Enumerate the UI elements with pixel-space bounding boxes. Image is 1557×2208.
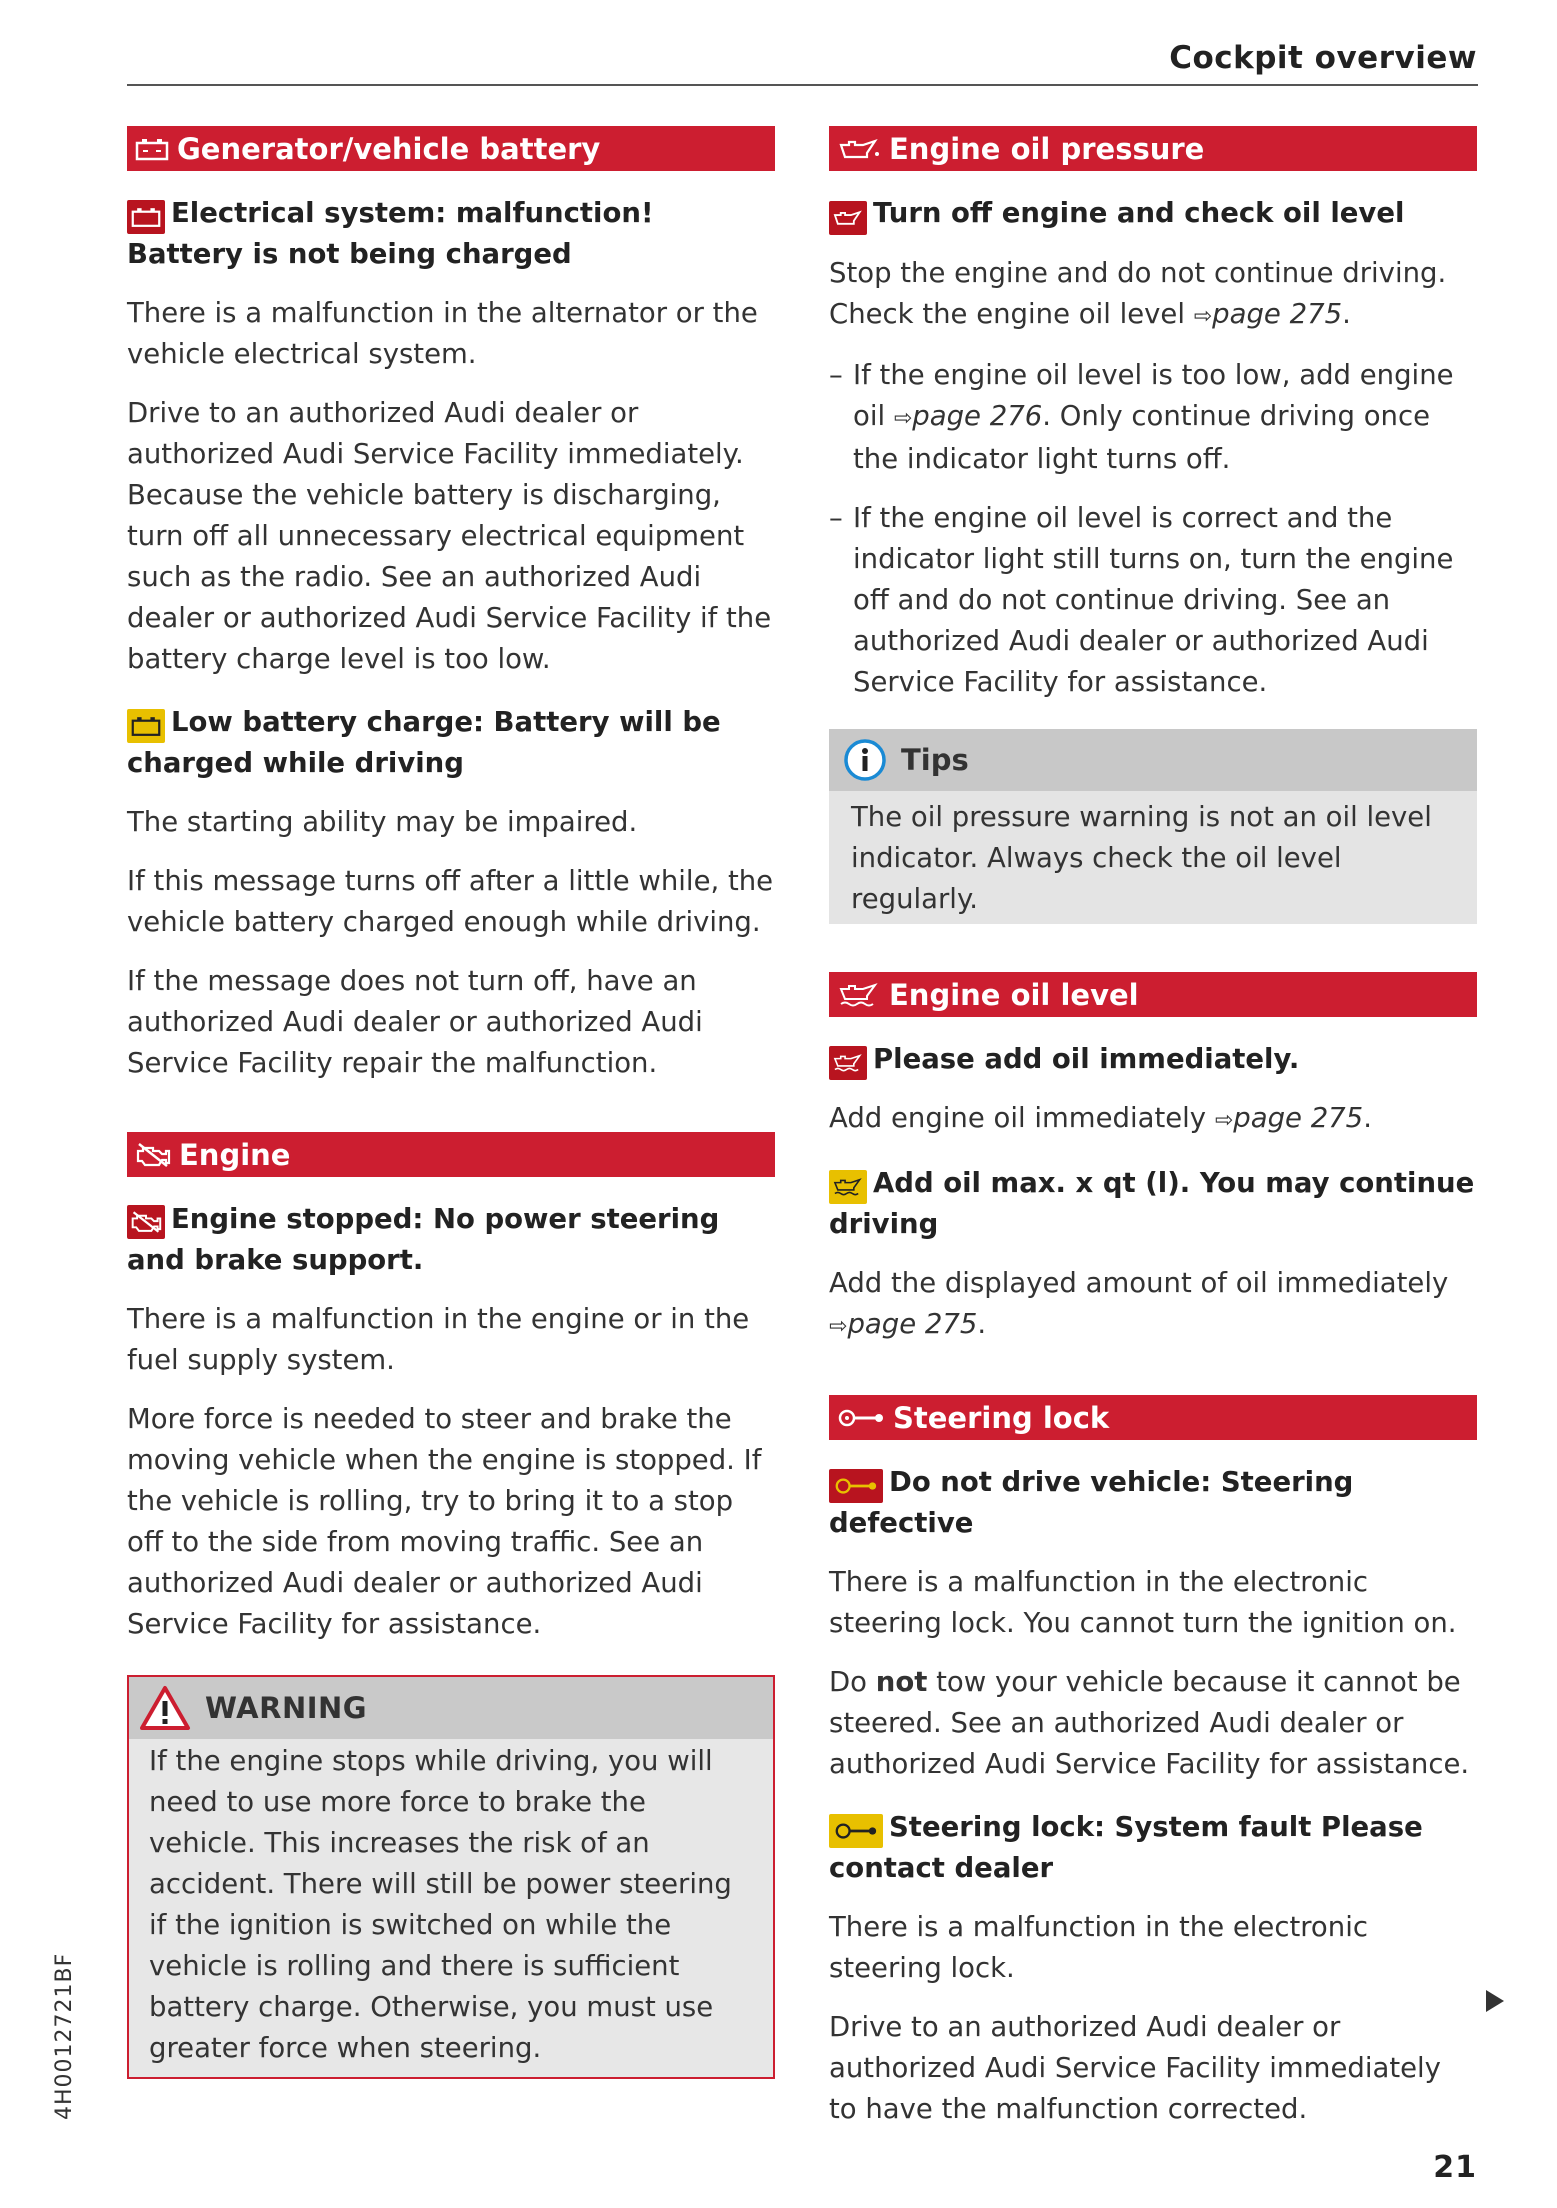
bullet-item: – If the engine oil level is correct and the indicator light still turns on, turn the engine off and do not continue driving. See an authorized Audi dealer or authorized Audi Service Facility for assistance.	[829, 498, 1477, 703]
tips-header	[829, 729, 1477, 791]
message-title-text: Do not drive vehicle: Steering defective	[829, 1466, 1354, 1539]
oil-can-icon	[837, 137, 881, 161]
warning-body: If the engine stops while driving, you will need to use more force to brake the vehicle. This increases the risk of an accident. There will still be power steering if the ignition is switched on while the vehicle is rolling and there is sufficient battery charge. Otherwise, you must use greater force when steering.	[149, 1745, 732, 2064]
message-title-text: Electrical system: malfunction! Battery is not being charged	[127, 197, 654, 270]
paragraph: Drive to an authorized Audi dealer or authorized Audi Service Facility immediately to have the malfunction corrected.	[829, 2011, 1441, 2125]
oil-level-icon	[837, 983, 881, 1007]
message-title-text: Turn off engine and check oil level	[873, 197, 1405, 229]
page-reference[interactable]: ⇨page 275	[1193, 298, 1343, 330]
message-title-text: Steering lock: System fault Please contact dealer	[829, 1811, 1423, 1884]
warning-title: WARNING	[205, 1691, 368, 1725]
warning-triangle-icon	[139, 1685, 191, 1731]
paragraph: There is a malfunction in the electronic steering lock.	[829, 1911, 1368, 1984]
page-reference[interactable]: ⇨page 275	[1214, 1102, 1364, 1134]
message-title	[829, 1807, 1477, 1889]
engine-icon	[135, 1142, 171, 1168]
section-header-oil-level	[829, 972, 1477, 1017]
battery-icon	[135, 137, 169, 161]
tips-box	[829, 729, 1477, 924]
tips-title: Tips	[901, 743, 969, 777]
engine-icon	[127, 1205, 165, 1239]
right-column	[829, 126, 1477, 2130]
oil-can-icon	[829, 201, 867, 235]
paragraph: There is a malfunction in the alternator or the vehicle electrical system.	[127, 297, 758, 370]
section-title: Steering lock	[893, 1400, 1110, 1435]
paragraph: Add the displayed amount of oil immediately ⇨page 275.	[829, 1267, 1449, 1340]
paragraph: Drive to an authorized Audi dealer or authorized Audi Service Facility immediately. Because the vehicle battery is discharging, turn off all unnecessary electrical equipment such as the radio. See an authorized Audi dealer or authorized Audi Service Facility if the battery charge level is too low.	[127, 397, 772, 675]
tips-body: The oil pressure warning is not an oil level indicator. Always check the oil level regularly.	[851, 801, 1432, 915]
info-icon	[843, 738, 887, 782]
page-reference[interactable]: ⇨page 276	[893, 400, 1043, 432]
warning-box	[127, 1675, 775, 2079]
message-title	[829, 1039, 1477, 1080]
steering-lock-icon	[829, 1814, 883, 1848]
section-title: Engine oil pressure	[889, 131, 1205, 166]
steering-lock-icon	[829, 1469, 883, 1503]
paragraph: There is a malfunction in the electronic steering lock. You cannot turn the ignition on.	[829, 1566, 1457, 1639]
section-title: Engine	[179, 1137, 291, 1172]
paragraph: If this message turns off after a little while, the vehicle battery charged enough while driving.	[127, 865, 774, 938]
warning-header	[129, 1677, 773, 1739]
battery-icon	[127, 709, 165, 743]
page-number: 21	[1433, 2150, 1477, 2185]
header-rule	[127, 84, 1478, 86]
message-title	[829, 1462, 1477, 1544]
section-title: Engine oil level	[889, 977, 1139, 1012]
message-title-text: Please add oil immediately.	[873, 1043, 1300, 1075]
section-title: Generator/vehicle battery	[177, 131, 601, 166]
message-title-text: Engine stopped: No power steering and brake support.	[127, 1203, 720, 1276]
bullet-item: – If the engine oil level is too low, add engine oil ⇨page 276. Only continue driving once the indicator light turns off.	[829, 355, 1477, 480]
section-header-steering-lock	[829, 1395, 1477, 1440]
left-column	[127, 126, 775, 2079]
battery-icon	[127, 200, 165, 234]
page-header-title: Cockpit overview	[1169, 40, 1477, 76]
message-title	[127, 1199, 775, 1281]
paragraph: The starting ability may be impaired.	[127, 806, 638, 838]
message-title-text: Add oil max. x qt (l). You may continue driving	[829, 1167, 1475, 1240]
message-title	[127, 702, 775, 784]
oil-level-icon	[829, 1046, 867, 1080]
continue-arrow-icon	[1486, 1990, 1504, 2012]
message-title	[829, 1163, 1477, 1245]
document-code: 4H0012721BF	[52, 1952, 77, 2120]
section-header-oil-pressure	[829, 126, 1477, 171]
paragraph: More force is needed to steer and brake the moving vehicle when the engine is stopped. If the vehicle is rolling, try to bring it to a stop off to the side from moving traffic. See an authorized Audi dealer or authorized Audi Service Facility for assistance.	[127, 1403, 762, 1640]
message-title-text: Low battery charge: Battery will be charged while driving	[127, 706, 721, 779]
message-title	[829, 193, 1477, 235]
section-header-generator	[127, 126, 775, 171]
paragraph: Do not tow your vehicle because it cannot be steered. See an authorized Audi dealer or authorized Audi Service Facility for assistance.	[829, 1666, 1470, 1780]
section-header-engine	[127, 1132, 775, 1177]
page-reference[interactable]: ⇨page 275	[829, 1308, 978, 1340]
paragraph: Add engine oil immediately ⇨page 275.	[829, 1102, 1372, 1134]
oil-level-icon	[829, 1170, 867, 1204]
paragraph: Stop the engine and do not continue driving. Check the engine oil level ⇨page 275.	[829, 257, 1447, 330]
steering-lock-icon	[837, 1406, 885, 1430]
message-title	[127, 193, 775, 275]
paragraph: There is a malfunction in the engine or in the fuel supply system.	[127, 1303, 750, 1376]
paragraph: If the message does not turn off, have an authorized Audi dealer or authorized Audi Service Facility repair the malfunction.	[127, 965, 703, 1079]
